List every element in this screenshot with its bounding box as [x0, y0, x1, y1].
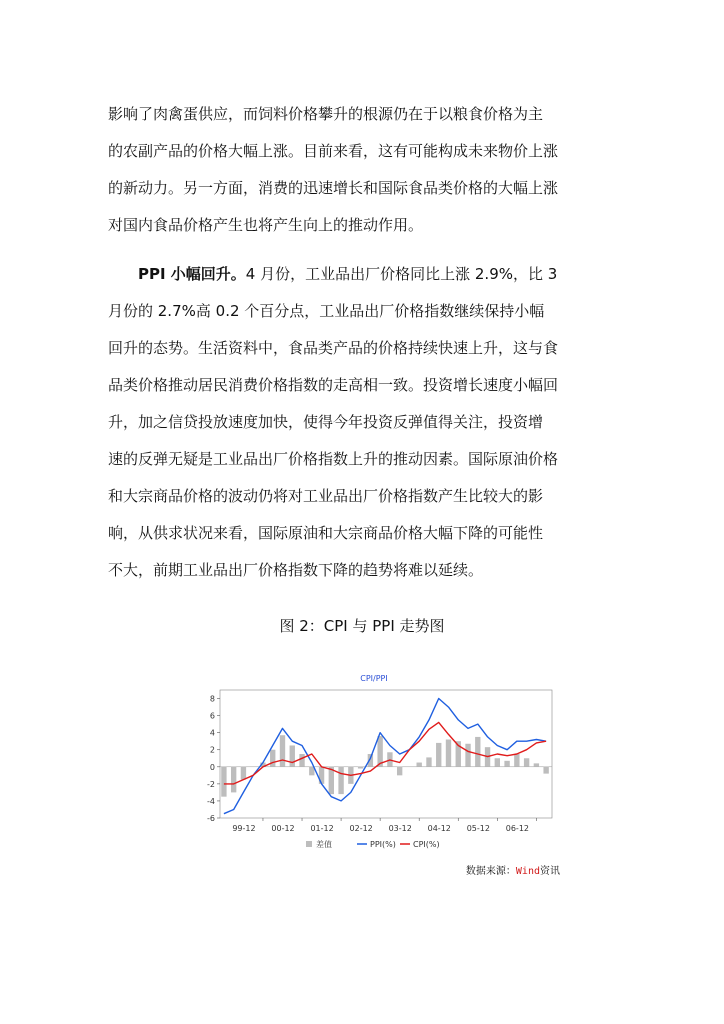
bar-diff	[338, 767, 343, 794]
text-line: 和大宗商品价格的波动仍将对工业品出厂价格指数产生比较大的影	[108, 487, 544, 505]
paragraph-2	[108, 256, 616, 589]
bar-diff	[290, 745, 295, 766]
bar-diff	[475, 737, 480, 767]
text-line: 不大，前期工业品出厂价格指数下降的趋势将难以延续。	[108, 561, 484, 579]
legend-swatch-diff	[306, 841, 312, 847]
bar-diff	[417, 763, 422, 767]
text-line: 品类价格推动居民消费价格指数的走高相一致。投资增长速度小幅回	[108, 376, 559, 394]
text-line: 的新动力。另一方面，消费的迅速增长和国际食品类价格的大幅上涨	[108, 179, 559, 197]
text-line: 对国内食品价格产生也将产生向上的推动作用。	[108, 216, 424, 234]
bar-diff	[465, 744, 470, 767]
x-tick-label: 03-12	[388, 824, 412, 833]
text-line: 月份的 2.7%高 0.2 个百分点，工业品出厂价格指数继续保持小幅	[108, 302, 545, 320]
text-line: 回升的态势。生活资料中，食品类产品的价格持续快速上升，这与食	[108, 339, 559, 357]
bar-diff	[534, 763, 539, 766]
bar-diff	[280, 735, 285, 767]
text-line	[108, 256, 616, 293]
chart	[200, 668, 560, 852]
x-tick-label: 05-12	[466, 824, 490, 833]
plot-area	[220, 690, 552, 818]
y-tick-label: -6	[207, 814, 215, 823]
bar-diff	[543, 767, 548, 774]
y-tick-label: 6	[209, 711, 215, 721]
bar-diff	[270, 750, 275, 767]
text-line: 影响了肉禽蛋供应，而饲料价格攀升的根源仍在于以粮食价格为主	[108, 105, 544, 123]
bar-diff	[231, 767, 236, 793]
bar-diff	[426, 757, 431, 766]
source-suffix: 资讯	[540, 866, 560, 877]
legend-label-ppi: PPI(%)	[370, 840, 396, 849]
y-tick-label: -4	[207, 796, 215, 806]
bar-diff	[358, 767, 363, 769]
legend-label-cpi: CPI(%)	[413, 840, 440, 849]
x-tick-label: 99-12	[232, 824, 256, 833]
figure-caption: 图 2：CPI 与 PPI 走势图	[279, 617, 445, 635]
chart-title: CPI/PPI	[360, 674, 388, 683]
x-tick-label: 00-12	[271, 824, 295, 833]
paragraph-first-line: 4 月份，工业品出厂价格同比上涨 2.9%，比 3	[245, 265, 558, 283]
text-line: 响，从供求状况来看，国际原油和大宗商品价格大幅下降的可能性	[108, 524, 544, 542]
y-tick-label: 4	[209, 728, 215, 738]
paragraph-1	[108, 96, 616, 244]
bar-diff	[397, 767, 402, 776]
y-tick-label: 0	[209, 762, 215, 772]
bar-diff	[495, 758, 500, 767]
bar-diff	[241, 767, 246, 780]
source-brand: Wind	[515, 866, 540, 877]
paragraph-lead: PPI 小幅回升。	[138, 265, 246, 283]
bar-diff	[221, 767, 226, 797]
x-tick-label: 06-12	[505, 824, 530, 833]
x-tick-label: 01-12	[310, 824, 334, 833]
y-tick-label: -2	[207, 779, 215, 789]
legend-label-diff: 差值	[316, 840, 332, 849]
bar-diff	[524, 758, 529, 767]
data-source	[440, 862, 560, 877]
bar-diff	[514, 754, 519, 767]
text-line: 速的反弹无疑是工业品出厂价格指数上升的推动因素。国际原油价格	[108, 450, 559, 468]
x-tick-label: 04-12	[427, 824, 451, 833]
text-line: 升，加之信贷投放速度加快，使得今年投资反弹值得关注，投资增	[108, 413, 544, 431]
text-line: 的农副产品的价格大幅上涨。目前来看，这有可能构成未来物价上涨	[108, 142, 559, 160]
y-tick-label: 8	[209, 694, 215, 704]
bar-diff	[504, 761, 509, 767]
y-tick-label: 2	[209, 745, 215, 755]
bar-diff	[446, 739, 451, 766]
cpi-ppi-chart	[200, 668, 560, 852]
bar-diff	[436, 743, 441, 767]
source-prefix: 数据来源：	[465, 866, 516, 877]
x-tick-label: 02-12	[349, 824, 373, 833]
bar-diff	[299, 754, 304, 767]
